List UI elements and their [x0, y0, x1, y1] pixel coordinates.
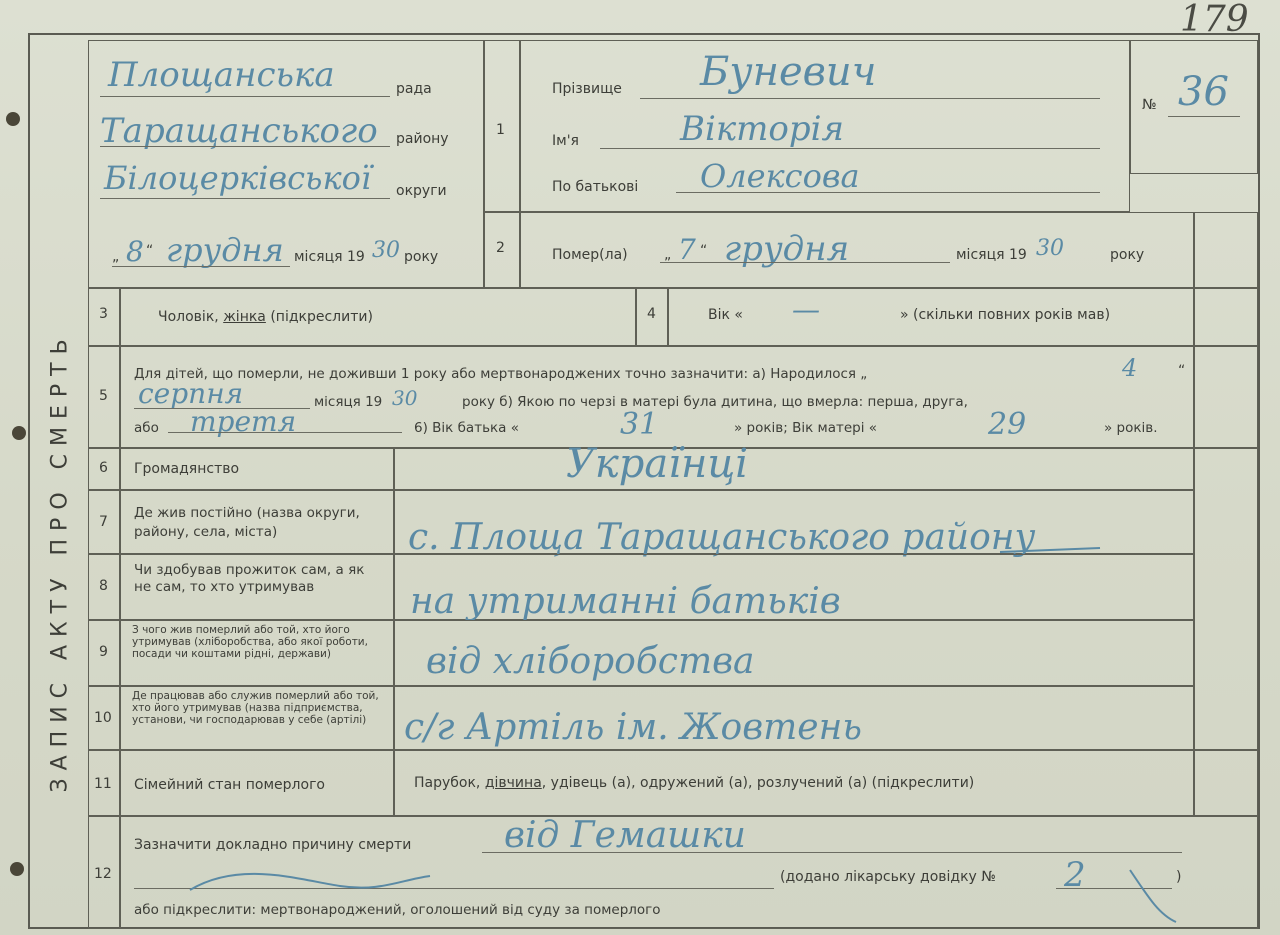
age-handwriting: —: [792, 293, 820, 326]
born-month: серпня: [138, 377, 244, 410]
side-title: ЗАПИС АКТУ ПРО СМЕРТЬ: [47, 331, 73, 793]
registration-day: 8: [126, 235, 144, 268]
stillborn-label: або підкреслити: мертвонароджений, оголошений від суду за померлого: [134, 902, 661, 918]
surname-handwriting: Буневич: [700, 49, 877, 95]
workplace-label: Де працював або служив померлий або той, хто його утримував (назва підприємства, установи, чи господарював у себе (артілі): [132, 690, 379, 726]
council-handwriting: Площанська: [108, 55, 335, 95]
cause-label: Зазначити докладно причину смерти: [134, 837, 412, 853]
livelihood-label: Чи здобував прожиток сам, а як не сам, то хто утримував: [134, 562, 365, 595]
marital-status-underlined: дівчина: [484, 775, 542, 791]
row-number: 12: [94, 866, 112, 882]
marital-status-options: Парубок, дівчина, удівець (а), одружений (а), розлучений (а) (підкреслити): [414, 775, 975, 791]
district-label: району: [396, 131, 449, 147]
name-label: Ім'я: [552, 133, 579, 149]
registration-year: 30: [372, 238, 400, 263]
sex-options: Чоловік, жінка (підкреслити): [158, 309, 373, 325]
income-source-handwriting: від хліборобства: [426, 641, 755, 682]
or-label: або: [134, 420, 159, 436]
cause-handwriting: від Гемашки: [504, 815, 746, 856]
surname-label: Прізвище: [552, 81, 622, 97]
infant-line-2: року б) Якою по черзі в матері була дитина, що вмерла: перша, друга,: [462, 394, 968, 410]
patronymic-handwriting: Олексова: [700, 157, 860, 195]
row-number: 8: [99, 578, 108, 594]
age-suffix: » (скільки повних років мав): [900, 307, 1111, 323]
patronymic-label: По батькові: [552, 179, 639, 195]
livelihood-handwriting: на утриманні батьків: [410, 581, 841, 622]
death-month-label: місяця 19: [956, 247, 1027, 263]
mother-age-suffix: » років.: [1104, 420, 1158, 436]
row-number: 5: [99, 388, 108, 404]
council-label: рада: [396, 81, 432, 97]
page-number: 179: [1180, 0, 1249, 40]
okrug-handwriting: Білоцерківської: [104, 159, 372, 197]
residence-handwriting: с. Площа Таращанського району: [408, 517, 1036, 558]
registration-year-label: року: [404, 249, 439, 265]
registration-month-label: місяця 19: [294, 249, 365, 265]
mother-age: 29: [988, 407, 1027, 442]
certificate-close: ): [1176, 869, 1182, 885]
sex-underlined: жінка: [223, 309, 266, 325]
death-year-label: року: [1110, 247, 1145, 263]
record-number-handwriting: 36: [1178, 69, 1229, 115]
mother-age-label: » років; Вік матері «: [734, 420, 878, 436]
infant-line-1: Для дітей, що померли, не доживши 1 року або мертвонароджених точно зазначити: а) Народилося „: [134, 366, 868, 382]
certificate-number-mark: 2: [1064, 855, 1086, 895]
income-source-label: З чого жив померлий або той, хто його утримував (хліборобства, або якої роботи, посади чи коштами рідні, держави): [132, 624, 368, 660]
born-year: 30: [392, 386, 418, 410]
child-order: третя: [190, 405, 297, 438]
age-label: Вік «: [708, 307, 743, 323]
residence-label: Де жив постійно (назва округи, району, села, міста): [134, 505, 360, 540]
name-handwriting: Вікторія: [680, 109, 845, 149]
citizenship-label: Громадянство: [134, 461, 240, 477]
document-page: 179 ЗАПИС АКТУ ПРО СМЕРТЬ Площанська рада Таращанського району Білоцерківської округи „ 8 “ грудня місяця 19 30 року 1 Прізвище Буневич Ім'я Вікторія По батькові Олексова № 36 2 Помер(ла) „ 7 “ грудня місяця 19 30 року 3 Чоловік, жінка (підкреслити) 4 Вік « — » (скільки повних років мав) 5 Для дітей, що померли, не доживши 1 року або мертвонароджених точно зазначити: а) Народилося „ 4 “ серпня місяця 19 30 року б) Якою по черзі в матері була дитина, що вмерла: перша, друга, або третя 6) Вік батька « 31 » років; Вік матері « 29 » років. 6 Громадянство Українці 7 Де жив постійно (назва округи, району, села, міста) с. Площа Таращанського району 8 Чи здобував прожиток сам, а як не сам, то хто утримував на утриманні батьків 9 З чого жив померлий або той, хто його утримував (хліборобства, або якої роботи, посади чи коштами рідні, держави) від хліборобства 10 Де працював або служив померлий або той, хто його утримував (назва підприємства, установи, чи господарював у себе (артілі) с/г Артіль ім. Жовтень 11 Сімейний стан померлого Парубок, дівчина, удівець (а), одружений (а), розлучений (а) (підкреслити) 12 Зазначити докладно причину смерти від Гемашки (додано лікарську довідку № 2 ) або підкреслити: мертвонароджений, оголошений від суду за померлого: [0, 0, 1280, 935]
death-month: грудня: [724, 229, 850, 269]
row-number: 6: [99, 460, 108, 476]
district-handwriting: Таращанського: [100, 111, 378, 151]
died-label: Помер(ла): [552, 247, 628, 263]
row-number: 10: [94, 710, 112, 726]
row-number: 11: [94, 776, 112, 792]
father-age: 31: [620, 407, 659, 442]
marital-status-label: Сімейний стан померлого: [134, 777, 325, 793]
born-month-label: місяця 19: [314, 394, 383, 410]
death-day: 7: [678, 233, 696, 266]
born-day: 4: [1122, 354, 1138, 382]
okrug-label: округи: [396, 183, 447, 199]
row-number: 4: [647, 306, 656, 322]
certificate-label: (додано лікарську довідку №: [780, 869, 996, 885]
record-number-label: №: [1142, 97, 1157, 113]
citizenship-handwriting: Українці: [566, 441, 749, 487]
workplace-handwriting: с/г Артіль ім. Жовтень: [404, 707, 862, 748]
row-number: 9: [99, 644, 108, 660]
row-number: 1: [496, 122, 505, 138]
registration-month: грудня: [166, 231, 284, 269]
death-year: 30: [1036, 236, 1064, 261]
row-number: 7: [99, 514, 108, 530]
row-number: 3: [99, 306, 108, 322]
father-age-label: 6) Вік батька «: [414, 420, 520, 436]
row-number: 2: [496, 240, 505, 256]
